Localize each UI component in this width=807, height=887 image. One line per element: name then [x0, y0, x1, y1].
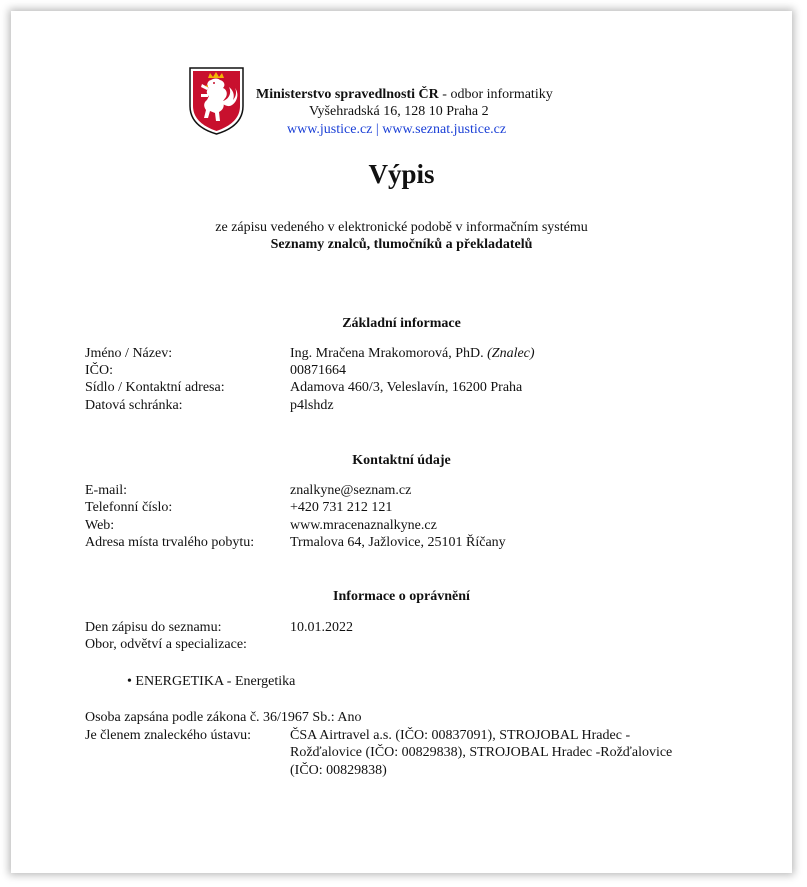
subtitle-line-1: ze zápisu vedeného v elektronické podobě v informačním systému	[215, 220, 588, 235]
contact-heading: Kontaktní údaje	[352, 453, 451, 468]
web-label: Web:	[85, 518, 115, 533]
ico-label: IČO:	[85, 363, 113, 378]
member-value-line-3: (IČO: 00829838)	[290, 763, 387, 778]
ministry-name: Ministerstvo spravedlnosti ČR	[256, 87, 439, 102]
seat-label: Sídlo / Kontaktní adresa:	[85, 380, 225, 395]
field-label: Obor, odvětví a specializace:	[85, 637, 247, 652]
registration-date-label: Den zápisu do seznamu:	[85, 620, 222, 635]
authorization-heading: Informace o oprávnění	[333, 589, 470, 604]
databox-label: Datová schránka:	[85, 398, 183, 413]
member-label: Je členem znaleckého ústavu:	[85, 728, 251, 743]
field-item-text: ENERGETIKA - Energetika	[135, 674, 296, 689]
member-value-line-2: Rožďalovice (IČO: 00829838), STROJOBAL Hradec -Rožďalovice	[290, 745, 673, 760]
page-title: Výpis	[368, 159, 435, 189]
phone-label: Telefonní číslo:	[85, 500, 173, 515]
czech-coat-of-arms-icon	[188, 66, 245, 136]
databox-value: p4lshdz	[290, 398, 334, 413]
email-value: znalkyne@seznam.cz	[290, 483, 412, 498]
ico-value: 00871664	[290, 363, 346, 378]
link-separator: |	[372, 122, 383, 137]
seat-value: Adamova 460/3, Veleslavín, 16200 Praha	[290, 380, 523, 395]
web-value: www.mracenaznalkyne.cz	[290, 518, 437, 533]
residence-value: Trmalova 64, Jažlovice, 25101 Říčany	[290, 535, 506, 550]
justice-link[interactable]: www.justice.cz	[287, 122, 373, 137]
name-value-line	[290, 345, 535, 362]
name-label: Jméno / Název:	[85, 346, 173, 361]
name-value: Ing. Mračena Mrakomorová, PhD.	[290, 346, 484, 361]
law-statement: Osoba zapsána podle zákona č. 36/1967 Sb.: Ano	[85, 710, 362, 725]
ministry-suffix: - odbor informatiky	[438, 87, 553, 102]
registration-date-value: 10.01.2022	[290, 620, 353, 635]
basic-info-heading: Základní informace	[342, 316, 461, 331]
ministry-address: Vyšehradská 16, 128 10 Praha 2	[309, 104, 489, 119]
ministry-links	[287, 121, 506, 138]
bullet: •	[127, 674, 132, 689]
document-page	[11, 11, 792, 873]
ministry-line	[256, 86, 553, 103]
field-list-item	[127, 673, 295, 690]
phone-value: +420 731 212 121	[290, 500, 393, 515]
subtitle-line-2: Seznamy znalců, tlumočníků a překladatelů	[270, 237, 533, 252]
email-label: E-mail:	[85, 483, 127, 498]
seznat-link[interactable]: www.seznat.justice.cz	[382, 122, 507, 137]
member-value-line-1: ČSA Airtravel a.s. (IČO: 00837091), STROJOBAL Hradec -	[290, 728, 631, 743]
residence-label: Adresa místa trvalého pobytu:	[85, 535, 255, 550]
name-role: (Znalec)	[487, 346, 535, 361]
